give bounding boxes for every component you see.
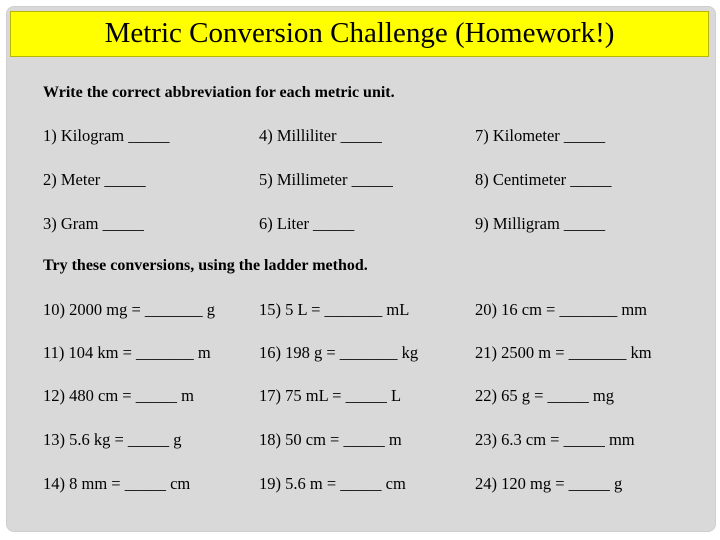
- question-18: 18) 50 cm = _____ m: [259, 430, 402, 449]
- question-14: 14) 8 mm = _____ cm: [43, 474, 191, 493]
- question-16: 16) 198 g = _______ kg: [259, 343, 419, 362]
- question-11: 11) 104 km = _______ m: [43, 343, 211, 362]
- question-5: 5) Millimeter _____: [259, 170, 393, 189]
- title-bar: [10, 11, 709, 57]
- question-17: 17) 75 mL = _____ L: [259, 386, 402, 405]
- page-title: Metric Conversion Challenge (Homework!): [104, 17, 615, 49]
- question-23: 23) 6.3 cm = _____ mm: [475, 430, 635, 449]
- question-3: 3) Gram _____: [43, 214, 144, 233]
- question-4: 4) Milliliter _____: [259, 126, 382, 145]
- question-6: 6) Liter _____: [259, 214, 355, 233]
- question-13: 13) 5.6 kg = _____ g: [43, 430, 182, 449]
- question-7: 7) Kilometer _____: [475, 126, 606, 145]
- question-2: 2) Meter _____: [43, 170, 146, 189]
- question-19: 19) 5.6 m = _____ cm: [259, 474, 406, 493]
- question-8: 8) Centimeter _____: [475, 170, 612, 189]
- question-9: 9) Milligram _____: [475, 214, 606, 233]
- section-heading-abbreviations: Write the correct abbreviation for each metric unit.: [43, 84, 395, 101]
- question-15: 15) 5 L = _______ mL: [259, 300, 410, 319]
- question-1: 1) Kilogram _____: [43, 126, 170, 145]
- section-heading-conversions: Try these conversions, using the ladder method.: [43, 257, 368, 274]
- question-21: 21) 2500 m = _______ km: [475, 343, 652, 362]
- question-22: 22) 65 g = _____ mg: [475, 386, 615, 405]
- question-12: 12) 480 cm = _____ m: [43, 386, 194, 405]
- question-20: 20) 16 cm = _______ mm: [475, 300, 648, 319]
- question-10: 10) 2000 mg = _______ g: [43, 300, 216, 319]
- question-24: 24) 120 mg = _____ g: [475, 474, 623, 493]
